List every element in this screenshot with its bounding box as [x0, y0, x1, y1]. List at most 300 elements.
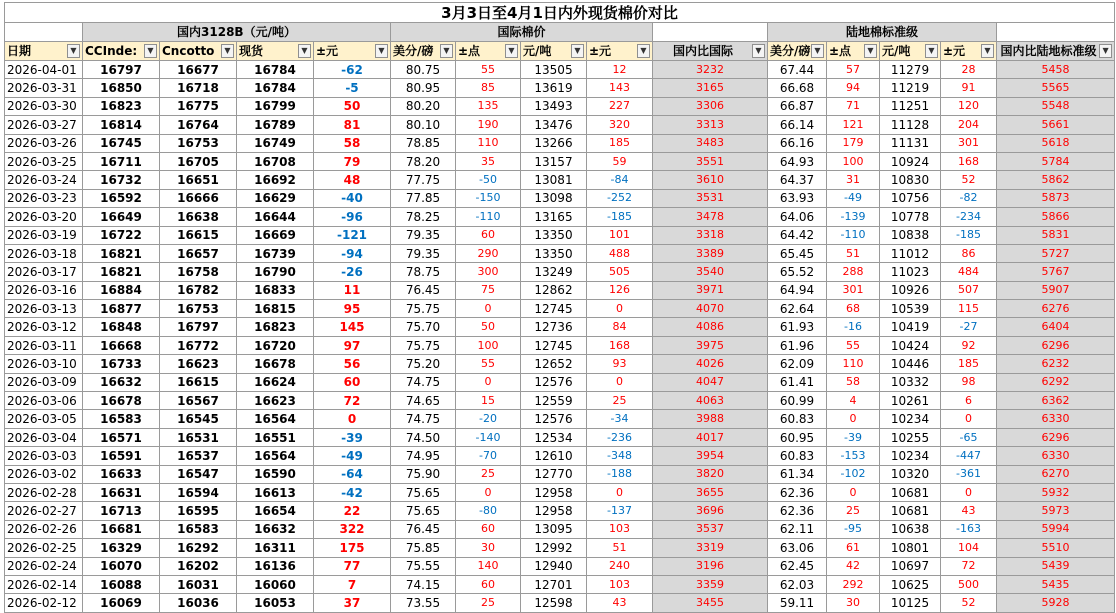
table-cell[interactable]: 16797	[160, 318, 237, 336]
table-cell[interactable]: 16631	[83, 483, 160, 501]
table-cell[interactable]: -16	[827, 318, 880, 336]
table-cell[interactable]: 62.03	[768, 575, 827, 593]
table-cell[interactable]: 292	[827, 575, 880, 593]
table-cell[interactable]: 13095	[521, 520, 587, 538]
table-cell[interactable]: 91	[941, 79, 997, 97]
table-cell[interactable]: 103	[587, 575, 653, 593]
table-cell[interactable]: 6276	[997, 300, 1115, 318]
table-cell[interactable]: 50	[314, 97, 391, 115]
table-cell[interactable]: 56	[314, 355, 391, 373]
table-cell[interactable]: 62.36	[768, 502, 827, 520]
table-cell[interactable]: -96	[314, 208, 391, 226]
table-cell[interactable]: 3389	[653, 244, 768, 262]
table-cell[interactable]: 71	[827, 97, 880, 115]
table-cell[interactable]: 51	[827, 244, 880, 262]
table-cell[interactable]: -20	[456, 410, 521, 428]
table-cell[interactable]: 3610	[653, 171, 768, 189]
table-cell[interactable]: 10681	[880, 502, 941, 520]
filter-dropdown-icon[interactable]: ▼	[637, 44, 650, 58]
column-header-1[interactable]	[83, 42, 160, 61]
table-cell[interactable]: 12745	[521, 336, 587, 354]
table-cell[interactable]: 12598	[521, 594, 587, 612]
table-cell[interactable]: 12576	[521, 410, 587, 428]
table-cell[interactable]: 5439	[997, 557, 1115, 575]
table-cell[interactable]: -150	[456, 189, 521, 207]
table-cell[interactable]: 500	[941, 575, 997, 593]
table-cell[interactable]: 143	[587, 79, 653, 97]
table-cell[interactable]: 175	[314, 539, 391, 557]
table-cell[interactable]: -64	[314, 465, 391, 483]
filter-dropdown-icon[interactable]: ▼	[925, 44, 938, 58]
table-cell[interactable]: 75.75	[391, 300, 456, 318]
column-header-10[interactable]	[768, 42, 827, 61]
table-cell[interactable]: 16815	[237, 300, 314, 318]
table-cell[interactable]: 16292	[160, 539, 237, 557]
table-cell[interactable]: 4	[827, 392, 880, 410]
table-cell[interactable]: 16623	[237, 392, 314, 410]
table-cell[interactable]: 11	[314, 281, 391, 299]
column-header-4[interactable]	[314, 42, 391, 61]
table-cell[interactable]: -110	[827, 226, 880, 244]
table-cell[interactable]: 72	[314, 392, 391, 410]
table-cell[interactable]: 76.45	[391, 520, 456, 538]
table-cell[interactable]: -163	[941, 520, 997, 538]
table-cell[interactable]: 103	[587, 520, 653, 538]
table-cell[interactable]: 92	[941, 336, 997, 354]
table-cell[interactable]: 64.37	[768, 171, 827, 189]
table-cell[interactable]: 16547	[160, 465, 237, 483]
table-cell[interactable]: 12958	[521, 483, 587, 501]
table-cell[interactable]: 16644	[237, 208, 314, 226]
table-cell[interactable]: 16713	[83, 502, 160, 520]
table-cell[interactable]: 10261	[880, 392, 941, 410]
table-cell[interactable]: 16657	[160, 244, 237, 262]
table-cell[interactable]: 16036	[160, 594, 237, 612]
table-cell[interactable]: 58	[827, 373, 880, 391]
table-cell[interactable]: 12576	[521, 373, 587, 391]
table-cell[interactable]: 74.50	[391, 428, 456, 446]
table-cell[interactable]: 43	[941, 502, 997, 520]
table-cell[interactable]: 16537	[160, 447, 237, 465]
table-cell[interactable]: -121	[314, 226, 391, 244]
table-cell[interactable]: 16136	[237, 557, 314, 575]
table-cell[interactable]: 11131	[880, 134, 941, 152]
table-cell[interactable]: 5458	[997, 61, 1115, 79]
table-cell[interactable]: 93	[587, 355, 653, 373]
table-cell[interactable]: -185	[941, 226, 997, 244]
table-cell[interactable]: 65.52	[768, 263, 827, 281]
table-cell[interactable]: 16705	[160, 152, 237, 170]
table-cell[interactable]: -153	[827, 447, 880, 465]
table-cell[interactable]: 78.75	[391, 263, 456, 281]
table-cell[interactable]: 2026-03-26	[5, 134, 83, 152]
column-header-8[interactable]	[587, 42, 653, 61]
table-cell[interactable]: 12534	[521, 428, 587, 446]
table-cell[interactable]: 290	[456, 244, 521, 262]
table-cell[interactable]: 64.93	[768, 152, 827, 170]
table-cell[interactable]: 10924	[880, 152, 941, 170]
table-cell[interactable]: 28	[941, 61, 997, 79]
table-cell[interactable]: 11279	[880, 61, 941, 79]
table-cell[interactable]: 3359	[653, 575, 768, 593]
table-cell[interactable]: -80	[456, 502, 521, 520]
table-cell[interactable]: 74.15	[391, 575, 456, 593]
table-cell[interactable]: 30	[827, 594, 880, 612]
table-cell[interactable]: 16638	[160, 208, 237, 226]
table-cell[interactable]: 62.09	[768, 355, 827, 373]
table-cell[interactable]: 65.45	[768, 244, 827, 262]
table-cell[interactable]: 5618	[997, 134, 1115, 152]
table-cell[interactable]: 16654	[237, 502, 314, 520]
table-cell[interactable]: 3165	[653, 79, 768, 97]
table-cell[interactable]: 3455	[653, 594, 768, 612]
table-cell[interactable]: 3478	[653, 208, 768, 226]
table-cell[interactable]: 13350	[521, 244, 587, 262]
table-cell[interactable]: 3531	[653, 189, 768, 207]
table-cell[interactable]: 16590	[237, 465, 314, 483]
table-cell[interactable]: 16678	[237, 355, 314, 373]
table-cell[interactable]: 12862	[521, 281, 587, 299]
table-cell[interactable]: 5784	[997, 152, 1115, 170]
table-cell[interactable]: 66.87	[768, 97, 827, 115]
table-cell[interactable]: 100	[827, 152, 880, 170]
table-cell[interactable]: 75.55	[391, 557, 456, 575]
table-cell[interactable]: 4063	[653, 392, 768, 410]
table-cell[interactable]: 2026-03-04	[5, 428, 83, 446]
table-cell[interactable]: 67.44	[768, 61, 827, 79]
table-cell[interactable]: 126	[587, 281, 653, 299]
table-cell[interactable]: 2026-02-27	[5, 502, 83, 520]
table-cell[interactable]: 25	[587, 392, 653, 410]
table-cell[interactable]: -50	[456, 171, 521, 189]
table-cell[interactable]: 75.90	[391, 465, 456, 483]
table-cell[interactable]: 61.96	[768, 336, 827, 354]
table-cell[interactable]: -188	[587, 465, 653, 483]
table-cell[interactable]: 190	[456, 116, 521, 134]
table-cell[interactable]: 16739	[237, 244, 314, 262]
table-cell[interactable]: 62.45	[768, 557, 827, 575]
table-cell[interactable]: 168	[941, 152, 997, 170]
table-cell[interactable]: 2026-02-25	[5, 539, 83, 557]
table-cell[interactable]: -5	[314, 79, 391, 97]
table-cell[interactable]: -140	[456, 428, 521, 446]
table-cell[interactable]: 16799	[237, 97, 314, 115]
table-cell[interactable]: 3540	[653, 263, 768, 281]
table-cell[interactable]: 2026-03-23	[5, 189, 83, 207]
table-cell[interactable]: 3971	[653, 281, 768, 299]
table-cell[interactable]: 3319	[653, 539, 768, 557]
column-header-7[interactable]	[521, 42, 587, 61]
table-cell[interactable]: 60.99	[768, 392, 827, 410]
table-cell[interactable]: 16624	[237, 373, 314, 391]
table-cell[interactable]: 16202	[160, 557, 237, 575]
table-cell[interactable]: -27	[941, 318, 997, 336]
filter-dropdown-icon[interactable]: ▼	[221, 44, 234, 58]
table-cell[interactable]: 16564	[237, 447, 314, 465]
table-cell[interactable]: 16666	[160, 189, 237, 207]
table-cell[interactable]: 12958	[521, 502, 587, 520]
table-cell[interactable]: 61.93	[768, 318, 827, 336]
table-cell[interactable]: 10681	[880, 483, 941, 501]
table-cell[interactable]: 2026-02-28	[5, 483, 83, 501]
table-cell[interactable]: 79.35	[391, 244, 456, 262]
table-cell[interactable]: 25	[827, 502, 880, 520]
table-cell[interactable]: 0	[456, 300, 521, 318]
column-header-13[interactable]	[941, 42, 997, 61]
table-cell[interactable]: 5973	[997, 502, 1115, 520]
table-cell[interactable]: -49	[314, 447, 391, 465]
table-cell[interactable]: 16681	[83, 520, 160, 538]
table-cell[interactable]: 288	[827, 263, 880, 281]
table-cell[interactable]: 2026-03-18	[5, 244, 83, 262]
table-cell[interactable]: 10234	[880, 410, 941, 428]
table-cell[interactable]: 95	[314, 300, 391, 318]
table-cell[interactable]: 64.42	[768, 226, 827, 244]
table-cell[interactable]: -234	[941, 208, 997, 226]
table-cell[interactable]: 10638	[880, 520, 941, 538]
table-cell[interactable]: 0	[314, 410, 391, 428]
table-cell[interactable]: 78.20	[391, 152, 456, 170]
table-cell[interactable]: 73.55	[391, 594, 456, 612]
table-cell[interactable]: 75.70	[391, 318, 456, 336]
table-cell[interactable]: 4047	[653, 373, 768, 391]
table-cell[interactable]: -102	[827, 465, 880, 483]
table-cell[interactable]: 12701	[521, 575, 587, 593]
table-cell[interactable]: 11251	[880, 97, 941, 115]
table-cell[interactable]: 10697	[880, 557, 941, 575]
table-cell[interactable]: 505	[587, 263, 653, 281]
table-cell[interactable]: 13266	[521, 134, 587, 152]
table-cell[interactable]: 0	[587, 300, 653, 318]
table-cell[interactable]: 2026-03-02	[5, 465, 83, 483]
table-cell[interactable]: 77.75	[391, 171, 456, 189]
table-cell[interactable]: 13619	[521, 79, 587, 97]
table-cell[interactable]: 74.95	[391, 447, 456, 465]
table-cell[interactable]: 5932	[997, 483, 1115, 501]
table-cell[interactable]: 16583	[83, 410, 160, 428]
table-cell[interactable]: 16053	[237, 594, 314, 612]
table-cell[interactable]: 104	[941, 539, 997, 557]
table-cell[interactable]: 301	[941, 134, 997, 152]
table-cell[interactable]: 0	[941, 410, 997, 428]
table-cell[interactable]: 6296	[997, 336, 1115, 354]
table-cell[interactable]: 66.14	[768, 116, 827, 134]
table-cell[interactable]: 13505	[521, 61, 587, 79]
table-cell[interactable]: -49	[827, 189, 880, 207]
table-cell[interactable]: 13350	[521, 226, 587, 244]
table-cell[interactable]: 2026-03-09	[5, 373, 83, 391]
table-cell[interactable]: 4026	[653, 355, 768, 373]
table-cell[interactable]: 16821	[83, 263, 160, 281]
table-cell[interactable]: 227	[587, 97, 653, 115]
filter-dropdown-icon[interactable]: ▼	[981, 44, 994, 58]
table-cell[interactable]: 16595	[160, 502, 237, 520]
table-cell[interactable]: 5510	[997, 539, 1115, 557]
table-cell[interactable]: 16070	[83, 557, 160, 575]
table-cell[interactable]: 6232	[997, 355, 1115, 373]
table-cell[interactable]: 6270	[997, 465, 1115, 483]
table-cell[interactable]: 16669	[237, 226, 314, 244]
table-cell[interactable]: 10756	[880, 189, 941, 207]
table-cell[interactable]: 2026-03-13	[5, 300, 83, 318]
table-cell[interactable]: 16692	[237, 171, 314, 189]
table-cell[interactable]: 4017	[653, 428, 768, 446]
filter-dropdown-icon[interactable]: ▼	[1099, 44, 1112, 58]
table-cell[interactable]: 10255	[880, 428, 941, 446]
table-cell[interactable]: 85	[456, 79, 521, 97]
filter-dropdown-icon[interactable]: ▼	[144, 44, 157, 58]
table-cell[interactable]: 0	[587, 483, 653, 501]
table-cell[interactable]: -26	[314, 263, 391, 281]
table-cell[interactable]: 3975	[653, 336, 768, 354]
table-cell[interactable]: 80.75	[391, 61, 456, 79]
table-cell[interactable]: 7	[314, 575, 391, 593]
table-cell[interactable]: 64.94	[768, 281, 827, 299]
table-cell[interactable]: 60.83	[768, 447, 827, 465]
table-cell[interactable]: 80.20	[391, 97, 456, 115]
table-cell[interactable]: 72	[941, 557, 997, 575]
table-cell[interactable]: -82	[941, 189, 997, 207]
table-cell[interactable]: 3232	[653, 61, 768, 79]
table-cell[interactable]: 16782	[160, 281, 237, 299]
filter-dropdown-icon[interactable]: ▼	[375, 44, 388, 58]
table-cell[interactable]: 80.10	[391, 116, 456, 134]
table-cell[interactable]: 52	[941, 171, 997, 189]
table-cell[interactable]: 16823	[83, 97, 160, 115]
table-cell[interactable]: 100	[456, 336, 521, 354]
table-cell[interactable]: 16732	[83, 171, 160, 189]
table-cell[interactable]: 10446	[880, 355, 941, 373]
table-cell[interactable]: 10234	[880, 447, 941, 465]
table-cell[interactable]: 11023	[880, 263, 941, 281]
table-cell[interactable]: 80.95	[391, 79, 456, 97]
table-cell[interactable]: 16567	[160, 392, 237, 410]
table-cell[interactable]: 52	[941, 594, 997, 612]
table-cell[interactable]: 5907	[997, 281, 1115, 299]
table-cell[interactable]: 2026-03-25	[5, 152, 83, 170]
table-cell[interactable]: 3954	[653, 447, 768, 465]
table-cell[interactable]: 35	[456, 152, 521, 170]
table-cell[interactable]: 3318	[653, 226, 768, 244]
table-cell[interactable]: 2026-02-26	[5, 520, 83, 538]
table-cell[interactable]: 16745	[83, 134, 160, 152]
table-cell[interactable]: 16733	[83, 355, 160, 373]
table-cell[interactable]: 12559	[521, 392, 587, 410]
table-cell[interactable]: 6362	[997, 392, 1115, 410]
column-header-5[interactable]	[391, 42, 456, 61]
table-cell[interactable]: 6404	[997, 318, 1115, 336]
table-cell[interactable]: 15	[456, 392, 521, 410]
table-cell[interactable]: 16823	[237, 318, 314, 336]
table-cell[interactable]: -252	[587, 189, 653, 207]
table-cell[interactable]: 78.25	[391, 208, 456, 226]
table-cell[interactable]: 4070	[653, 300, 768, 318]
table-cell[interactable]: 0	[456, 483, 521, 501]
table-cell[interactable]: 16060	[237, 575, 314, 593]
filter-dropdown-icon[interactable]: ▼	[505, 44, 518, 58]
table-cell[interactable]: 12940	[521, 557, 587, 575]
table-cell[interactable]: 6	[941, 392, 997, 410]
table-cell[interactable]: 5435	[997, 575, 1115, 593]
table-cell[interactable]: 16718	[160, 79, 237, 97]
table-cell[interactable]: -70	[456, 447, 521, 465]
table-cell[interactable]: -34	[587, 410, 653, 428]
table-cell[interactable]: 2026-03-10	[5, 355, 83, 373]
table-cell[interactable]: 140	[456, 557, 521, 575]
table-cell[interactable]: 12610	[521, 447, 587, 465]
table-cell[interactable]: 75.65	[391, 502, 456, 520]
table-cell[interactable]: 16711	[83, 152, 160, 170]
table-cell[interactable]: 135	[456, 97, 521, 115]
table-cell[interactable]: 3551	[653, 152, 768, 170]
table-cell[interactable]: 16615	[160, 373, 237, 391]
table-cell[interactable]: 16850	[83, 79, 160, 97]
table-cell[interactable]: 79	[314, 152, 391, 170]
table-cell[interactable]: 78.85	[391, 134, 456, 152]
table-cell[interactable]: 50	[456, 318, 521, 336]
table-cell[interactable]: 94	[827, 79, 880, 97]
table-cell[interactable]: 2026-03-16	[5, 281, 83, 299]
table-cell[interactable]: 31	[827, 171, 880, 189]
table-cell[interactable]: 0	[827, 483, 880, 501]
table-cell[interactable]: 5873	[997, 189, 1115, 207]
table-cell[interactable]: 10778	[880, 208, 941, 226]
table-cell[interactable]: 84	[587, 318, 653, 336]
table-cell[interactable]: 5661	[997, 116, 1115, 134]
table-cell[interactable]: 16764	[160, 116, 237, 134]
table-cell[interactable]: 2026-03-30	[5, 97, 83, 115]
table-cell[interactable]: 5866	[997, 208, 1115, 226]
table-cell[interactable]: 61.34	[768, 465, 827, 483]
table-cell[interactable]: 16311	[237, 539, 314, 557]
table-cell[interactable]: 16722	[83, 226, 160, 244]
table-cell[interactable]: -447	[941, 447, 997, 465]
table-cell[interactable]: 204	[941, 116, 997, 134]
table-cell[interactable]: -42	[314, 483, 391, 501]
table-cell[interactable]: -361	[941, 465, 997, 483]
table-cell[interactable]: 16677	[160, 61, 237, 79]
table-cell[interactable]: 76.45	[391, 281, 456, 299]
table-cell[interactable]: 60	[456, 520, 521, 538]
table-cell[interactable]: 12745	[521, 300, 587, 318]
table-cell[interactable]: 98	[941, 373, 997, 391]
table-cell[interactable]: -137	[587, 502, 653, 520]
table-cell[interactable]: 16833	[237, 281, 314, 299]
table-cell[interactable]: 16623	[160, 355, 237, 373]
table-cell[interactable]: 48	[314, 171, 391, 189]
table-cell[interactable]: -110	[456, 208, 521, 226]
filter-dropdown-icon[interactable]: ▼	[298, 44, 311, 58]
table-cell[interactable]: 16632	[83, 373, 160, 391]
table-cell[interactable]: 16789	[237, 116, 314, 134]
table-cell[interactable]: 11128	[880, 116, 941, 134]
table-cell[interactable]: 16720	[237, 336, 314, 354]
table-cell[interactable]: 2026-02-24	[5, 557, 83, 575]
table-cell[interactable]: 13249	[521, 263, 587, 281]
table-cell[interactable]: 58	[314, 134, 391, 152]
table-cell[interactable]: 301	[827, 281, 880, 299]
table-cell[interactable]: 3655	[653, 483, 768, 501]
table-cell[interactable]: 16772	[160, 336, 237, 354]
table-cell[interactable]: -95	[827, 520, 880, 538]
table-cell[interactable]: 10926	[880, 281, 941, 299]
table-cell[interactable]: 16848	[83, 318, 160, 336]
table-cell[interactable]: 179	[827, 134, 880, 152]
table-cell[interactable]: 59.11	[768, 594, 827, 612]
table-cell[interactable]: 10419	[880, 318, 941, 336]
table-cell[interactable]: 63.93	[768, 189, 827, 207]
table-cell[interactable]: 6292	[997, 373, 1115, 391]
